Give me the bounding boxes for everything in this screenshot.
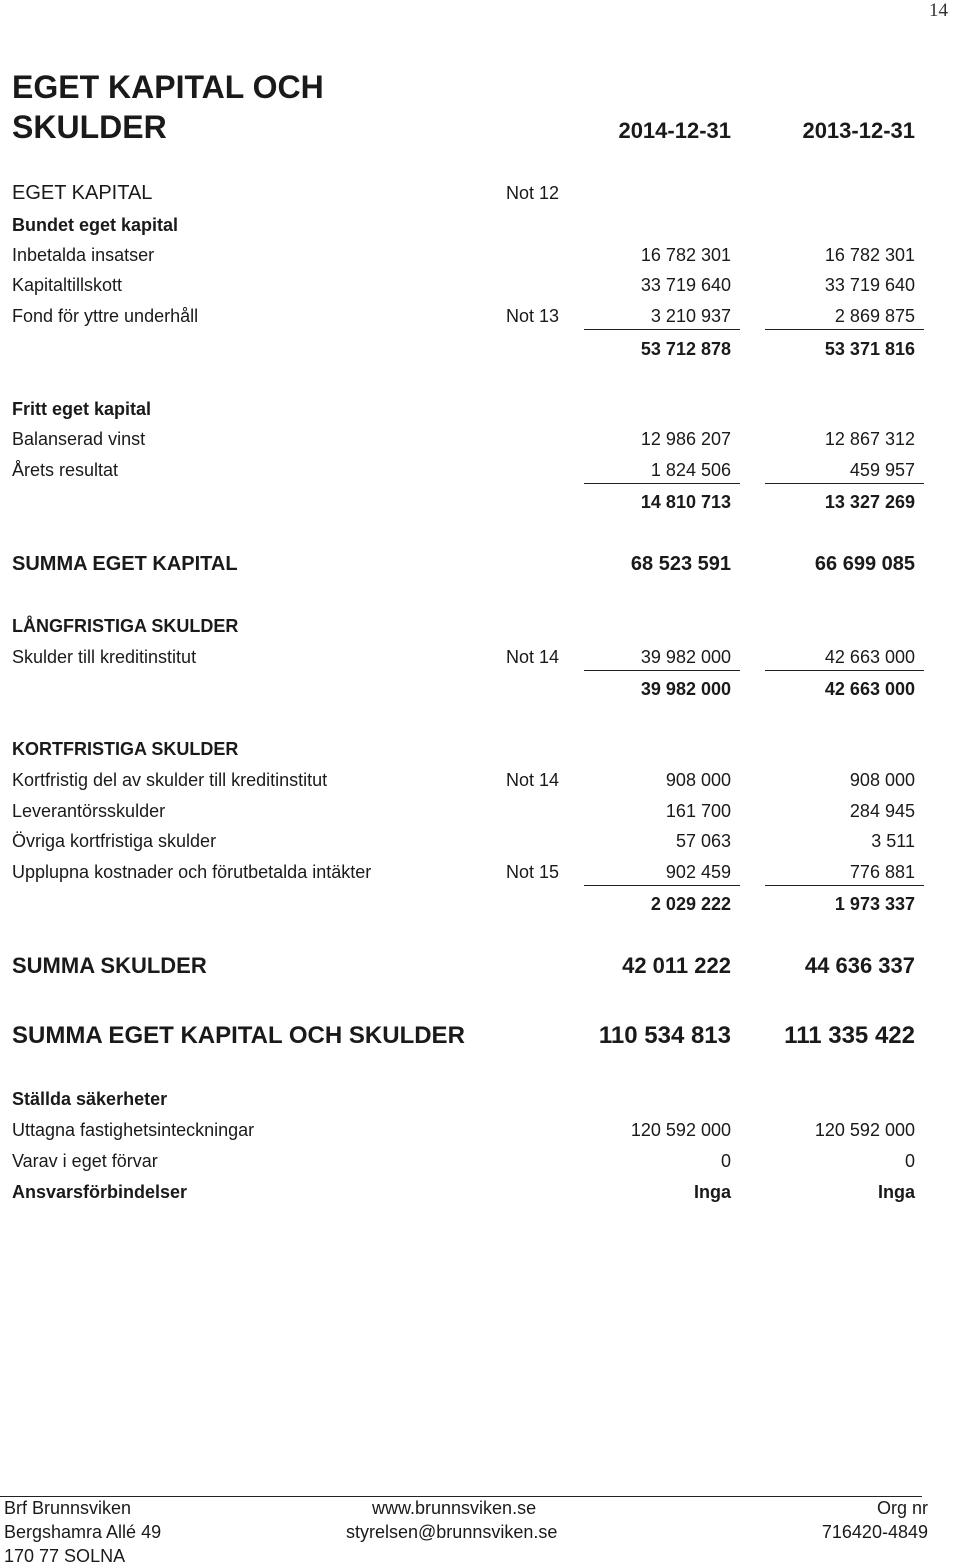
page-title-line2: SKULDER — [12, 109, 167, 145]
column-2014: 2014-12-31 — [618, 118, 731, 143]
note-ref: Not 15 — [506, 862, 560, 882]
subtotal-2014: 14 810 713 — [640, 492, 731, 512]
footer-address: Bergshamra Allé 49 — [4, 1522, 162, 1542]
value-2014: 908 000 — [665, 770, 731, 790]
value-2013: 2 869 875 — [834, 306, 915, 326]
kortfristiga-heading-row — [0, 734, 960, 764]
row-label: Fond för yttre underhåll — [12, 306, 199, 326]
subtotal-rule — [765, 885, 924, 886]
column-2013: 2013-12-31 — [802, 118, 915, 143]
row-label: Upplupna kostnader och förutbetalda intäkter — [12, 862, 372, 882]
value-2014: 12 986 207 — [640, 429, 731, 449]
note-ref: Not 13 — [506, 306, 560, 326]
section-heading: KORTFRISTIGA SKULDER — [12, 739, 239, 759]
summa-total-row — [0, 1021, 960, 1051]
subtotal-2013: 53 371 816 — [824, 339, 915, 359]
subtotal-rule — [584, 670, 740, 671]
value-2013: 284 945 — [849, 801, 915, 821]
row-label: Leverantörsskulder — [12, 801, 166, 821]
langfristiga-heading-row — [0, 611, 960, 641]
value-2013: 908 000 — [849, 770, 915, 790]
value-2013: 42 663 000 — [824, 647, 915, 667]
table-row — [0, 1115, 960, 1145]
section-heading: LÅNGFRISTIGA SKULDER — [12, 616, 239, 636]
value-2013: 120 592 000 — [814, 1120, 915, 1140]
value-2013: Inga — [877, 1182, 915, 1202]
row-label: Inbetalda insatser — [12, 245, 155, 265]
subheading: Fritt eget kapital — [12, 399, 152, 419]
value-2013: 12 867 312 — [824, 429, 915, 449]
value-2014: 16 782 301 — [640, 245, 731, 265]
subtotal-2014: 2 029 222 — [650, 894, 731, 914]
table-row — [0, 857, 960, 887]
grand-total-2014: 110 534 813 — [598, 1022, 731, 1049]
subtotal-2013: 1 973 337 — [834, 894, 915, 914]
value-2013: 776 881 — [849, 862, 915, 882]
subtotal-2014: 53 712 878 — [640, 339, 731, 359]
value-2013: 3 511 — [871, 831, 915, 851]
table-row — [0, 1146, 960, 1176]
value-2014: Inga — [693, 1182, 731, 1202]
summa-eget-kapital-row — [0, 549, 960, 579]
table-row — [0, 826, 960, 856]
subtotal-row — [0, 487, 960, 517]
row-label: Kapitaltillskott — [12, 275, 123, 295]
value-2013: 459 957 — [849, 460, 915, 480]
table-row — [0, 240, 960, 270]
table-row — [0, 765, 960, 795]
subtotal-rule — [765, 670, 924, 671]
footer-org-number: 716420-4849 — [821, 1522, 928, 1542]
row-label: Ansvarsförbindelser — [12, 1182, 188, 1202]
table-row — [0, 455, 960, 485]
row-label: Skulder till kreditinstitut — [12, 647, 197, 667]
total-2014: 42 011 222 — [622, 953, 731, 978]
ansvar-row — [0, 1177, 960, 1207]
eget-kapital-heading-row — [0, 178, 960, 208]
subtotal-rule — [765, 329, 924, 330]
footer-postal: 170 77 SOLNA — [4, 1546, 126, 1566]
subtotal-rule — [584, 885, 740, 886]
footer-org-label: Org nr — [876, 1498, 928, 1518]
subtotal-2013: 13 327 269 — [824, 492, 915, 512]
page-title-line1: EGET KAPITAL OCH — [12, 69, 324, 105]
subtotal-row — [0, 334, 960, 364]
total-2013: 44 636 337 — [804, 953, 915, 978]
table-row — [0, 796, 960, 826]
note-ref: Not 12 — [506, 183, 560, 203]
row-label: Årets resultat — [12, 460, 119, 480]
value-2014: 161 700 — [665, 801, 731, 821]
value-2014: 1 824 506 — [650, 460, 731, 480]
row-label: Kortfristig del av skulder till kreditinstitut — [12, 770, 328, 790]
grand-total-label: SUMMA EGET KAPITAL OCH SKULDER — [12, 1022, 465, 1049]
section-heading: EGET KAPITAL — [12, 182, 153, 204]
subheading-row — [0, 394, 960, 424]
table-row — [0, 424, 960, 454]
summa-skulder-row — [0, 951, 960, 981]
row-label: Uttagna fastighetsinteckningar — [12, 1120, 255, 1140]
subtotal-rule — [584, 483, 740, 484]
value-2014: 902 459 — [665, 862, 731, 882]
subtotal-row — [0, 674, 960, 704]
row-label: Balanserad vinst — [12, 429, 146, 449]
total-label: SUMMA EGET KAPITAL — [12, 553, 238, 575]
value-2014: 120 592 000 — [630, 1120, 731, 1140]
table-row — [0, 642, 960, 672]
subtotal-row — [0, 889, 960, 919]
note-ref: Not 14 — [506, 770, 560, 790]
value-2013: 0 — [904, 1151, 915, 1171]
table-row — [0, 270, 960, 300]
page-number: 14 — [929, 0, 948, 21]
table-row — [0, 301, 960, 331]
subtotal-2013: 42 663 000 — [824, 679, 915, 699]
note-ref: Not 14 — [506, 647, 560, 667]
value-2014: 0 — [720, 1151, 731, 1171]
footer-email: styrelsen@brunnsviken.se — [346, 1522, 558, 1542]
subheading-row — [0, 210, 960, 240]
subtotal-2014: 39 982 000 — [640, 679, 731, 699]
total-label: SUMMA SKULDER — [12, 953, 207, 978]
total-2014: 68 523 591 — [630, 553, 731, 575]
column-header-row — [0, 116, 960, 146]
grand-total-2013: 111 335 422 — [784, 1022, 915, 1049]
value-2013: 33 719 640 — [824, 275, 915, 295]
subtotal-rule — [584, 329, 740, 330]
value-2013: 16 782 301 — [824, 245, 915, 265]
row-label: Övriga kortfristiga skulder — [12, 831, 217, 851]
footer-website: www.brunnsviken.se — [372, 1498, 537, 1518]
subheading: Bundet eget kapital — [12, 215, 179, 235]
value-2014: 57 063 — [675, 831, 731, 851]
footer-name: Brf Brunnsviken — [4, 1498, 132, 1518]
section-heading: Ställda säkerheter — [12, 1089, 168, 1109]
value-2014: 33 719 640 — [640, 275, 731, 295]
value-2014: 3 210 937 — [650, 306, 731, 326]
subtotal-rule — [765, 483, 924, 484]
stallda-heading-row — [0, 1084, 960, 1114]
total-2013: 66 699 085 — [814, 553, 915, 575]
row-label: Varav i eget förvar — [12, 1151, 158, 1171]
value-2014: 39 982 000 — [640, 647, 731, 667]
